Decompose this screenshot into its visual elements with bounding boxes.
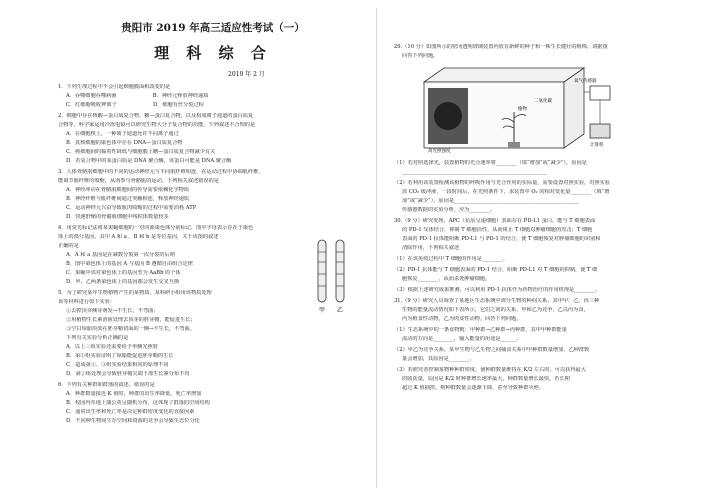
- chromosome-jia: [318, 240, 326, 302]
- option-line: 下列有关实验分析正确的是: [66, 335, 129, 341]
- question-line: （2）甲乙为竞争关系，某甲生物与乙生物之间捕食关系中甲种群数量增加，乙种群数: [394, 347, 590, 353]
- option-line: ②用植物生长素溶液处理去顶芽的胚芽鞘，能促进生长；: [66, 317, 196, 323]
- option-line: ①去掉顶芽侧芽萌发→不生长，不弯曲；: [66, 308, 159, 314]
- exam-title: 贵阳市 2019 年高三适应性考试（一）: [121, 22, 305, 34]
- question-line: （2）若利用该装置检测该植物的呼吸作用与光合作用的实际量，需要设置对照实验，对照实验: [394, 180, 610, 186]
- chromosome-figure: [312, 236, 352, 316]
- label-jia: 甲: [319, 307, 326, 314]
- option-line: C．红细胞吸收钾离子 D．细胞有丝分裂过程: [66, 102, 204, 108]
- question-line: 的收获量，原因是 K/2 时种群增长速率最大，种群数量增长最快。若长期: [402, 376, 570, 382]
- question-line: 6．下列有关种群和群落的叙述，错误的是: [58, 382, 155, 388]
- option-line: D．若复合物中的某蛋白质是 DNA 聚合酶，该蛋白可能是 DNA 聚合酶: [66, 158, 232, 164]
- option-line: [66, 427, 216, 434]
- chromosome-yi: [336, 240, 344, 302]
- left-column: [58, 0, 358, 496]
- question-line: （1）若对照选择光，装置植物的光合速率将________（填“增加”或“减少”），原因是: [394, 160, 587, 166]
- option-line: A．A 和 a 基因是在减数分裂第一次分裂的后期: [66, 252, 175, 258]
- label-plant: 植物: [518, 107, 527, 112]
- label-computer: 计算机: [590, 143, 604, 148]
- option-line: B．神经纤维与肌纤维间通过突触相连，释放神经递质: [66, 196, 190, 202]
- option-line: C．癌细胞间的黏着性降低与细胞膜上糖—蛋白质复合物减少有关: [66, 149, 216, 155]
- right-column: [394, 0, 674, 496]
- pot-icon: [508, 142, 520, 148]
- option-line: C．果蝇中该对染色体上的基因型为 AaBb 的个体: [66, 270, 181, 276]
- question-line: 5．为了研究某年生物植物产生的某物质，某科研小组用该物质处理: [58, 290, 212, 296]
- question-line: 3．人体骨骼肌细胞中的不同的运动神经元与不同肌纤维相连，在运动过程中协调肌纤维、: [58, 169, 264, 175]
- question-line: 放 CO₂ 缓冲液，一段时间后，在光照条件下，求装置中 O₂ 的相对变化量________（填“增: [402, 189, 610, 195]
- question-line: 体上的部分基因，其中 A 和 a 、B 和 b 是等位基因，关于该图的叙述: [58, 234, 219, 240]
- column-divider: [376, 8, 377, 488]
- sensor-icon: [590, 86, 610, 100]
- question-line: 量会增加，其原因是________。: [402, 356, 475, 362]
- label-co2: 二氧化碳: [534, 99, 552, 104]
- label-sensor: 氧气传感器: [574, 79, 597, 84]
- question-line: 能调节肌纤维的收缩，从而参与骨骼肌的运动。下列相关叙述错误的是: [58, 178, 219, 184]
- option-line: D．快速舒缩的骨骼肌细胞中线粒体数量较多: [66, 214, 169, 220]
- option-line: B．真核细胞的染色体中存在 DNA—蛋白质复合物: [66, 140, 183, 146]
- question-line: 回答下列问题。: [402, 53, 439, 59]
- question-line: 合物等。科学家运用冷冻电镜可以研究生物大分子复合物的功能。下列叙述不合理的是: [58, 122, 256, 128]
- answer-line: ________________________________________________________: [402, 169, 548, 175]
- option-line: B．第①组实验证明了琼脂能促进胚芽鞘的生长: [66, 353, 174, 359]
- question-line: 胞恢复________，从而杀死肿瘤细胞。: [402, 276, 491, 282]
- label-yi: 乙: [337, 307, 344, 314]
- option-line: A．种群数量接近 K 值时，种群的出生率降低，死亡率增加: [66, 391, 202, 397]
- question-line: 表面的 PD-1 抗体能阻断 PD-L1 与 PD-1 的结合，使 T 细胞恢复对肿瘤细胞的识别和: [402, 236, 601, 242]
- question-line: 4．用荧光标记法将某果蝇细胞的一对同源染色体分别标记，图中字母表示存在于染色: [58, 225, 254, 231]
- question-line: （3）若研究者控制某物种种群密度，使种群数量维持在 K/2 左右时，可以获得最大: [394, 367, 586, 373]
- question-line: （1）生态系统中的一条食物链：甲种群→乙种群→丙种群，其中甲种群能量: [394, 327, 567, 333]
- question-line: 29.（10 分）如图所示的密闭透明玻璃装置内放有新鲜的种子和一株生长健壮的植株，请据图: [394, 44, 608, 50]
- question-line: （3）根据上述研究成果推测，可以利用 PD-1 抗体作为药物治疗的作用机理是________。: [394, 287, 601, 293]
- exam-date: 2019 年 2 月: [228, 71, 265, 78]
- question-line: 流动的方向是________，输入能量的用途是______。: [402, 336, 522, 342]
- apparatus-figure: [414, 62, 614, 154]
- label-light: 高光照强度: [428, 149, 451, 154]
- lamp-icon: [434, 102, 462, 130]
- option-line: A．吞噬细胞吞噬病菌 B．神经元释放神经递质: [66, 93, 209, 99]
- question-line: 超过 K 值捕捞，则种群数量会逐渐下降，甚至导致种群灭绝。: [402, 385, 545, 391]
- question-line: 的 PD-1 受体结合，抑制 T 细胞活性，从而阻止 T 细胞对肿瘤细胞的攻击；T 细胞: [402, 227, 593, 233]
- question-line: （1）在该免疫过程中 T 细胞的作用是________。: [394, 256, 508, 262]
- option-line: B．图中染色体上的基因 A 与基因 B 遵循自由组合定律: [66, 261, 193, 267]
- question-line: 30.（9 分）研究发现，APC（抗原呈递细胞）表面存在 PD-L1 蛋白，能与 T 细胞表面: [394, 218, 596, 224]
- option-line: A．以上三组实验还需要给予单侧光照射: [66, 344, 158, 350]
- question-line: 加”或“减少”），原因是________________________________________________: [402, 198, 579, 204]
- question-line: 2．细胞中存在核酸—蛋白质复合物、糖—蛋白复合物，以及构成离子通道的蛋白质复: [58, 113, 254, 119]
- question-line: 31.（9 分）研究人员调查了某地区生态系统中部分生物的种间关系，其中甲、乙、丙三种: [394, 298, 600, 304]
- question-line: 正确的是: [58, 243, 79, 249]
- subject-title: 理 科 综 合: [154, 44, 272, 62]
- option-line: C．运动神经元兴奋导致肌肉收缩的过程中需要消耗 ATP: [66, 205, 197, 211]
- question-line: 该等材料进行如下实验：: [58, 299, 116, 305]
- option-line: C．通常出生率和死亡率是决定种群密度变化的直接因素: [66, 409, 195, 415]
- question-line: 1．下列生理过程中不会引起细胞膜面积改变的是: [58, 84, 171, 90]
- option-line: D．第②组处理会导致胚芽鞘尖端下部生长素分布不均: [66, 371, 190, 377]
- option-line: A．神经冲动在骨骼肌细胞间的传导需要依赖化学物质: [66, 187, 190, 193]
- question-line: 丙为植食性动物，乙为肉食性动物。回答下列问题。: [402, 316, 522, 322]
- computer-icon: [590, 124, 610, 138]
- question-line: 传感器数据的实验分析，应为________。: [402, 207, 496, 213]
- option-line: D．甲、乙两条染色体上的基因都会发生交叉互换: [66, 279, 180, 285]
- option-line: B．校园内草地上蒲公英呈随机分布，这体现了群落的空间结构: [66, 400, 210, 406]
- question-line: （2）PD-1 抗体能与 T 细胞表面的 PD-1 结合，阻断 PD-L1 对 T 细胞的抑制，使 T 细: [394, 267, 598, 273]
- option-line: C．造成第①、③组实验结果相同的原理不同: [66, 362, 169, 368]
- option-line: ③空白琼脂块放在胚芽鞘切面的一侧→不生长，不弯曲。: [66, 326, 195, 332]
- option-line: D．不同种生物间生存空间和资源的竞争会导致生态位分化: [66, 418, 200, 424]
- option-line: A．在细胞核上，一种离子通道允许不同离子通过: [66, 131, 179, 137]
- question-line: 生物的能量流动情况如下表所示，它们之间的关系，甲和乙为竞争，乙以丙为食，: [402, 307, 589, 313]
- question-line: 清除作用，下列相关叙述: [402, 245, 460, 251]
